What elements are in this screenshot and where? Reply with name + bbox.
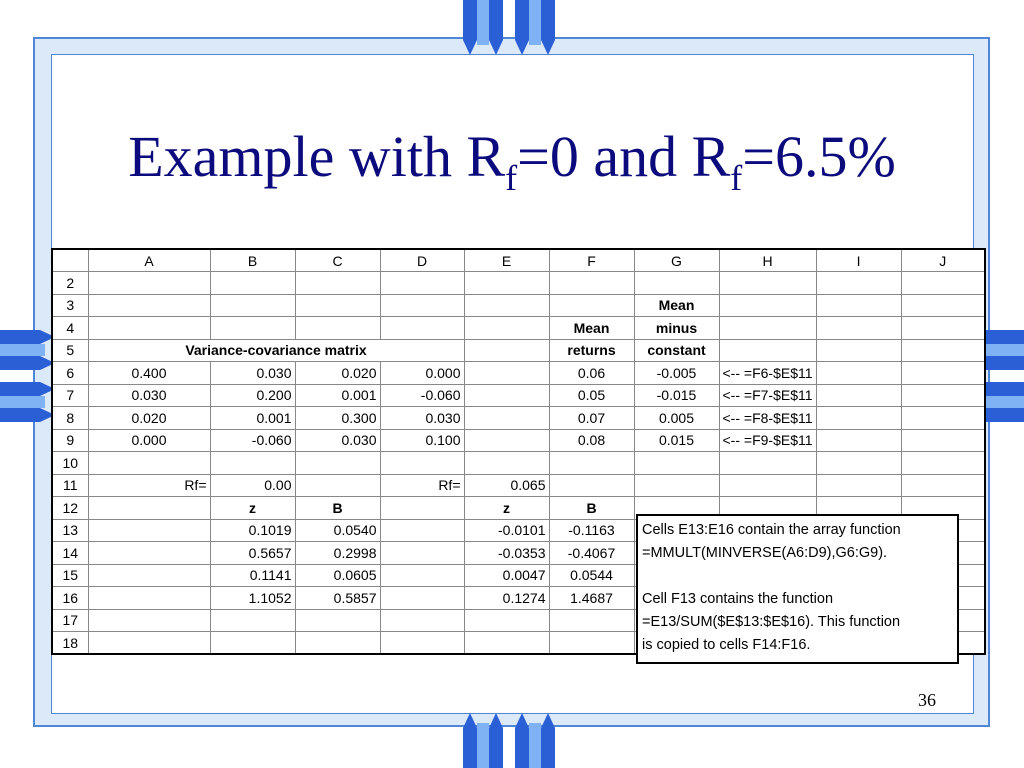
merged-cell-variance-covariance: Variance-covariance matrix [88,339,464,362]
sheet-cell [719,317,816,340]
sheet-cell [719,474,816,497]
sheet-cell [816,294,901,317]
column-header-a: A [88,249,210,272]
sheet-cell: 0.0540 [295,519,380,542]
sheet-cell [380,272,464,295]
sheet-cell: Rf= [380,474,464,497]
sheet-cell [816,384,901,407]
sheet-cell [88,272,210,295]
sheet-cell: 0.05 [549,384,634,407]
sheet-cell [901,339,985,362]
table-row [52,384,985,407]
sheet-cell: -0.0353 [464,542,549,565]
sheet-cell: -0.005 [634,362,719,385]
explanation-note [636,514,959,664]
sheet-cell: -0.060 [380,384,464,407]
sheet-cell: 0.030 [380,407,464,430]
row-header: 2 [52,272,88,295]
sheet-cell [88,542,210,565]
sheet-cell: 0.0047 [464,564,549,587]
note-line-3: Cell F13 contains the function [642,591,834,607]
sheet-cell [295,452,380,475]
sheet-cell [634,474,719,497]
sheet-cell: -0.015 [634,384,719,407]
sheet-cell [380,609,464,632]
note-spacer [642,565,953,588]
sheet-cell [816,272,901,295]
sheet-cell: 0.000 [88,429,210,452]
sheet-cell: 1.1052 [210,587,295,610]
sheet-cell [816,362,901,385]
sheet-cell: <-- =F7-$E$11 [719,384,816,407]
sheet-cell: 0.0605 [295,564,380,587]
sheet-cell [464,609,549,632]
sheet-cell: -0.0101 [464,519,549,542]
column-header-d: D [380,249,464,272]
sheet-cell [295,294,380,317]
sheet-cell [719,272,816,295]
sheet-cell: -0.060 [210,429,295,452]
top-ribbon-decoration [455,0,565,60]
sheet-cell [549,632,634,655]
sheet-cell: -0.4067 [549,542,634,565]
sheet-cell [295,317,380,340]
sheet-cell: <-- =F9-$E$11 [719,429,816,452]
sheet-cell: 0.015 [634,429,719,452]
sheet-cell [88,452,210,475]
sheet-cell [380,497,464,520]
sheet-cell [816,339,901,362]
table-row [52,407,985,430]
row-header: 9 [52,429,88,452]
sheet-cell [88,587,210,610]
title-subscript-1: f [505,158,518,198]
row-header: 11 [52,474,88,497]
sheet-cell: 0.07 [549,407,634,430]
sheet-cell: returns [549,339,634,362]
sheet-cell: 0.065 [464,474,549,497]
column-header-c: C [295,249,380,272]
sheet-cell [549,452,634,475]
sheet-cell [295,474,380,497]
sheet-cell: 0.200 [210,384,295,407]
sheet-cell [380,587,464,610]
sheet-cell [634,452,719,475]
row-header: 12 [52,497,88,520]
sheet-cell: 1.4687 [549,587,634,610]
sheet-cell: 0.06 [549,362,634,385]
row-header: 4 [52,317,88,340]
sheet-cell [380,632,464,655]
sheet-cell: constant [634,339,719,362]
sheet-cell: Mean [634,294,719,317]
sheet-cell [816,407,901,430]
sheet-cell [88,632,210,655]
sheet-cell [464,339,549,362]
sheet-cell: 0.08 [549,429,634,452]
sheet-cell: minus [634,317,719,340]
sheet-cell [901,429,985,452]
row-header: 14 [52,542,88,565]
sheet-cell [719,294,816,317]
sheet-cell [380,294,464,317]
slide-title [0,122,1024,198]
column-header-e: E [464,249,549,272]
title-subscript-2: f [730,158,743,198]
sheet-cell [88,294,210,317]
table-row [52,429,985,452]
sheet-cell [295,632,380,655]
sheet-cell [88,519,210,542]
sheet-cell [88,317,210,340]
column-header-f: F [549,249,634,272]
row-header: 16 [52,587,88,610]
title-prefix: Example with R [128,124,506,189]
page-number: 36 [918,690,936,710]
sheet-cell: 0.020 [295,362,380,385]
sheet-cell [464,384,549,407]
sheet-cell [464,362,549,385]
table-row [52,317,985,340]
sheet-cell: z [210,497,295,520]
sheet-cell [380,542,464,565]
sheet-cell: -0.1163 [549,519,634,542]
sheet-cell: 0.030 [88,384,210,407]
table-row [52,362,985,385]
sheet-cell: 0.1019 [210,519,295,542]
sheet-cell [634,272,719,295]
row-header: 8 [52,407,88,430]
title-middle: =0 and R [517,124,731,189]
sheet-cell: <-- =F6-$E$11 [719,362,816,385]
sheet-cell: 0.030 [210,362,295,385]
sheet-cell [380,452,464,475]
sheet-cell [901,272,985,295]
sheet-cell: z [464,497,549,520]
sheet-cell [901,384,985,407]
sheet-cell [210,272,295,295]
sheet-cell: 0.020 [88,407,210,430]
sheet-cell: Rf= [88,474,210,497]
sheet-cell [88,497,210,520]
column-header-h: H [719,249,816,272]
sheet-cell [380,317,464,340]
row-header: 18 [52,632,88,655]
row-header: 15 [52,564,88,587]
corner-cell [52,249,88,272]
row-header: 17 [52,609,88,632]
sheet-cell: 0.2998 [295,542,380,565]
sheet-cell [901,407,985,430]
sheet-cell: 0.5857 [295,587,380,610]
sheet-cell [901,294,985,317]
sheet-cell [816,452,901,475]
sheet-cell: 0.1141 [210,564,295,587]
sheet-cell [901,362,985,385]
sheet-cell: 0.001 [210,407,295,430]
sheet-cell [901,474,985,497]
sheet-cell [210,294,295,317]
sheet-cell: 0.400 [88,362,210,385]
row-header: 7 [52,384,88,407]
column-header-i: I [816,249,901,272]
sheet-cell: 0.100 [380,429,464,452]
column-header-j: J [901,249,985,272]
sheet-cell: 0.300 [295,407,380,430]
table-row [52,474,985,497]
sheet-cell [549,272,634,295]
sheet-cell [88,564,210,587]
sheet-cell: Mean [549,317,634,340]
table-row [52,452,985,475]
sheet-cell: 0.5657 [210,542,295,565]
sheet-cell [901,317,985,340]
sheet-cell [464,632,549,655]
sheet-cell [816,474,901,497]
sheet-cell [719,452,816,475]
sheet-cell [295,272,380,295]
sheet-cell [719,339,816,362]
sheet-cell: B [295,497,380,520]
sheet-cell: 0.1274 [464,587,549,610]
sheet-cell [464,294,549,317]
sheet-cell [464,407,549,430]
sheet-cell [464,429,549,452]
sheet-cell: B [549,497,634,520]
sheet-cell [380,564,464,587]
sheet-cell: 0.005 [634,407,719,430]
note-line-4: =E13/SUM($E$13:$E$16). This function [642,614,901,630]
sheet-cell [210,632,295,655]
sheet-cell [210,609,295,632]
table-row [52,339,985,362]
sheet-cell: 0.001 [295,384,380,407]
column-header-b: B [210,249,295,272]
sheet-cell [295,609,380,632]
column-header-row [52,249,985,272]
column-header-g: G [634,249,719,272]
note-line-1: Cells E13:E16 contain the array function [642,522,901,538]
title-suffix: =6.5% [742,124,896,189]
row-header: 13 [52,519,88,542]
row-header: 3 [52,294,88,317]
sheet-cell: 0.0544 [549,564,634,587]
sheet-cell [210,317,295,340]
row-header: 10 [52,452,88,475]
sheet-cell [464,452,549,475]
note-line-5: is copied to cells F14:F16. [642,637,811,653]
sheet-cell: 0.000 [380,362,464,385]
note-line-2: =MMULT(MINVERSE(A6:D9),G6:G9). [642,545,888,561]
sheet-cell: 0.00 [210,474,295,497]
row-header: 5 [52,339,88,362]
row-header: 6 [52,362,88,385]
sheet-cell [901,452,985,475]
sheet-cell [816,317,901,340]
sheet-cell [380,519,464,542]
sheet-cell: <-- =F8-$E$11 [719,407,816,430]
sheet-cell [549,609,634,632]
sheet-cell [464,317,549,340]
sheet-cell [88,609,210,632]
sheet-cell [464,272,549,295]
table-row [52,272,985,295]
sheet-cell: 0.030 [295,429,380,452]
sheet-cell [549,474,634,497]
table-row [52,294,985,317]
sheet-cell [210,452,295,475]
bottom-ribbon-decoration [455,708,565,768]
sheet-cell [816,429,901,452]
sheet-cell [549,294,634,317]
